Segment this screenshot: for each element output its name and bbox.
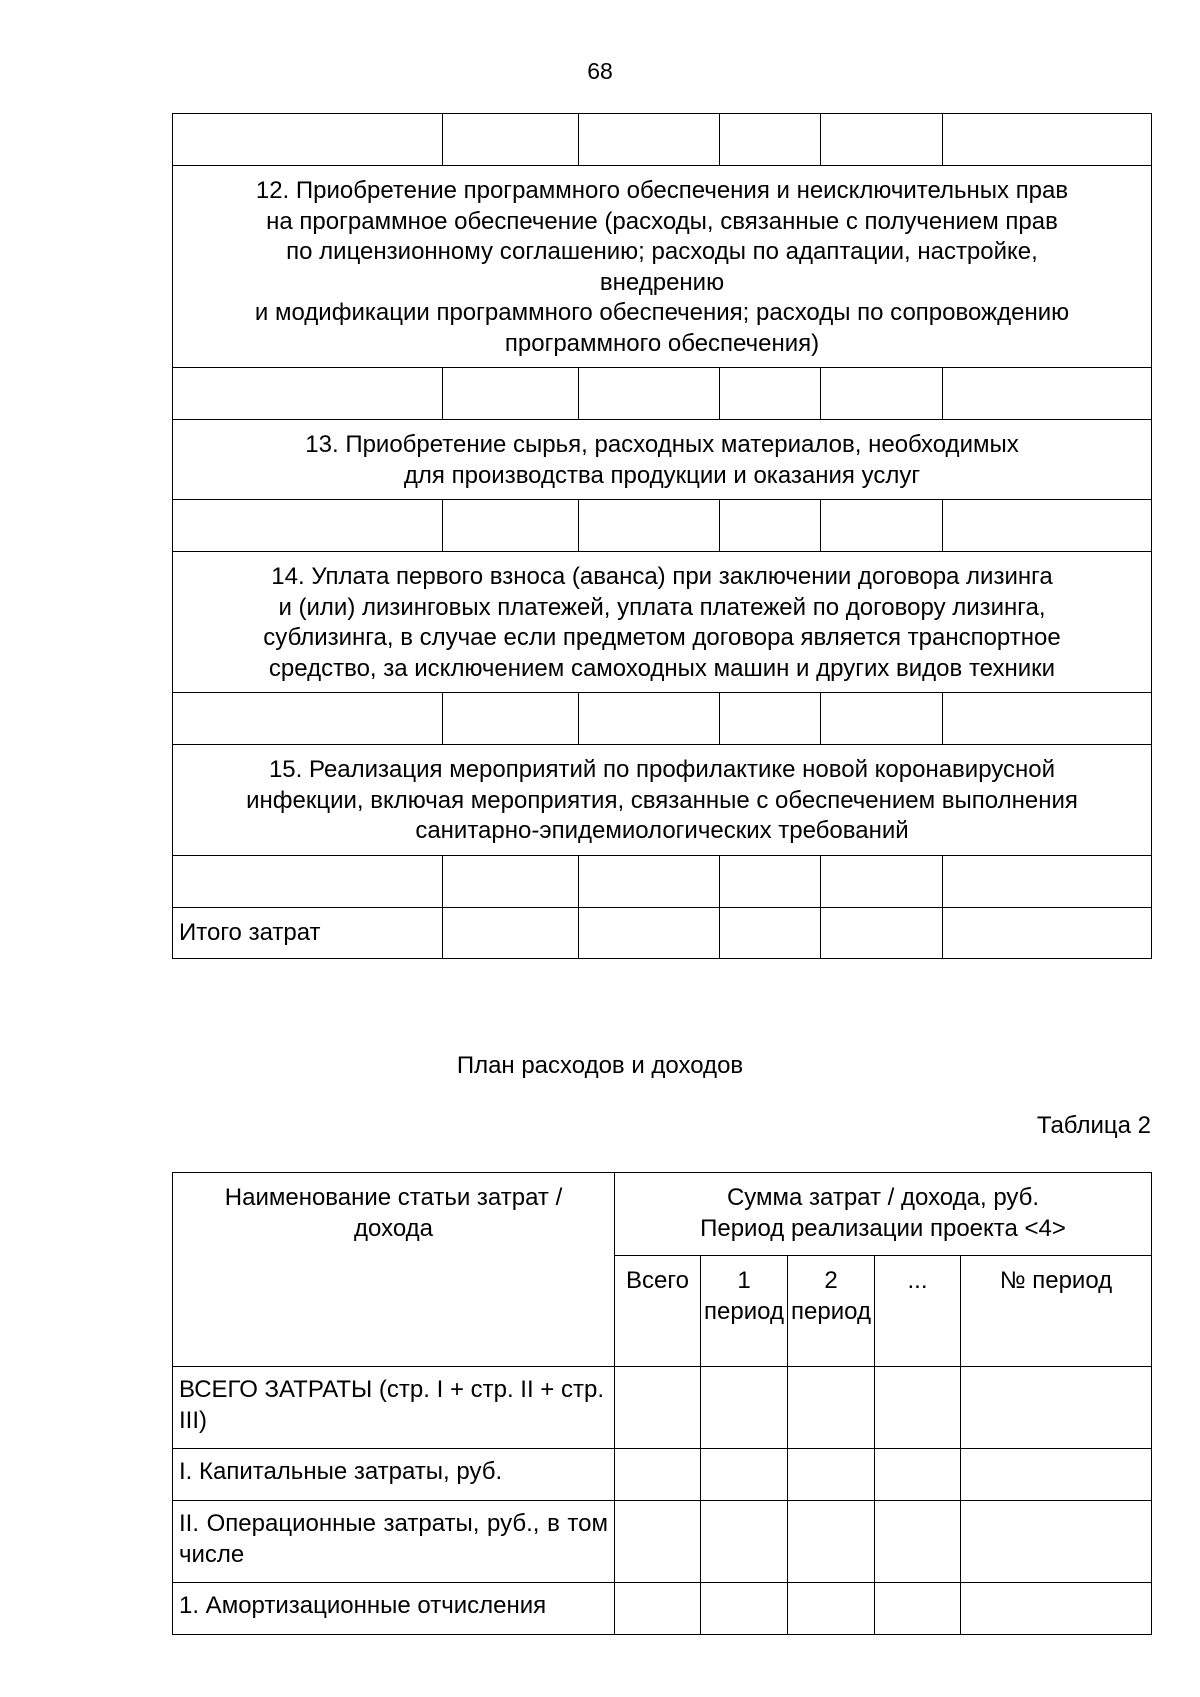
header-period-n: № период bbox=[961, 1256, 1152, 1367]
table-cell bbox=[701, 1501, 788, 1583]
plan-title: План расходов и доходов bbox=[456, 1052, 744, 1079]
header-period-1: 1 период bbox=[701, 1256, 788, 1367]
table-cell bbox=[720, 855, 821, 907]
table-cell bbox=[701, 1449, 788, 1501]
row-capital-costs: I. Капитальные затраты, руб. bbox=[173, 1449, 615, 1501]
table-cell bbox=[821, 855, 943, 907]
table-cell bbox=[701, 1583, 788, 1635]
table-row bbox=[173, 1367, 1152, 1449]
table-cell bbox=[173, 114, 443, 166]
table-cell bbox=[615, 1449, 701, 1501]
section-heading-13: 13. Приобретение сырья, расходных материалов, необходимых для производства продукции и оказания услуг bbox=[173, 420, 1152, 500]
table-row bbox=[173, 1583, 1152, 1635]
table-cell bbox=[173, 368, 443, 420]
table-cell bbox=[701, 1367, 788, 1449]
page-number: 68 bbox=[587, 58, 613, 84]
section-heading-15: 15. Реализация мероприятий по профилактике новой коронавирусной инфекции, включая мероприятия, связанные с обеспечением выполнения санитарно-эпидемиологических требований bbox=[173, 745, 1152, 856]
total-row bbox=[173, 907, 1152, 958]
row-operating-costs: II. Операционные затраты, руб., в том числе bbox=[173, 1501, 615, 1583]
table-cell bbox=[720, 500, 821, 552]
table-cell bbox=[961, 1449, 1152, 1501]
row-total-costs: ВСЕГО ЗАТРАТЫ (стр. I + стр. II + стр. III) bbox=[173, 1367, 615, 1449]
table-cell bbox=[821, 693, 943, 745]
table-cell bbox=[443, 693, 579, 745]
table-cell bbox=[821, 368, 943, 420]
table-cell bbox=[173, 500, 443, 552]
header-period-ellipsis: ... bbox=[875, 1256, 961, 1367]
table-cell bbox=[788, 1449, 875, 1501]
table-cell bbox=[615, 1583, 701, 1635]
table-cell bbox=[821, 500, 943, 552]
table-cell bbox=[443, 855, 579, 907]
table-cell bbox=[443, 907, 579, 958]
table-cell bbox=[615, 1501, 701, 1583]
cost-table-continued bbox=[172, 113, 1152, 959]
table-cell bbox=[720, 368, 821, 420]
table-cell bbox=[173, 693, 443, 745]
table-cell bbox=[943, 114, 1152, 166]
table-row bbox=[173, 368, 1152, 420]
table-cell bbox=[821, 114, 943, 166]
table-cell bbox=[961, 1501, 1152, 1583]
table-cell bbox=[443, 368, 579, 420]
table-cell bbox=[943, 500, 1152, 552]
table-cell bbox=[720, 114, 821, 166]
table-cell bbox=[579, 907, 720, 958]
income-expense-plan-table bbox=[172, 1172, 1152, 1635]
table-cell bbox=[579, 368, 720, 420]
table-cell bbox=[875, 1367, 961, 1449]
table-row bbox=[173, 114, 1152, 166]
header-item-name: Наименование статьи затрат / дохода bbox=[173, 1173, 615, 1367]
table-cell bbox=[443, 500, 579, 552]
table-row bbox=[173, 500, 1152, 552]
header-period-2: 2 период bbox=[788, 1256, 875, 1367]
table-cell bbox=[788, 1583, 875, 1635]
section-heading-12: 12. Приобретение программного обеспечения и неисключительных прав на программное обеспечение (расходы, связанные с получением прав по лицензионному соглашению; расходы по адаптации, настройке, внедрению и модификации программного обеспечения; расходы по сопровождению программного обеспечения) bbox=[173, 166, 1152, 368]
table-row bbox=[173, 855, 1152, 907]
table-cell bbox=[943, 693, 1152, 745]
table-label: Таблица 2 bbox=[1036, 1112, 1151, 1139]
table-cell bbox=[579, 855, 720, 907]
table-cell bbox=[961, 1367, 1152, 1449]
row-depreciation: 1. Амортизационные отчисления bbox=[173, 1583, 615, 1635]
table-row bbox=[173, 1449, 1152, 1501]
header-row bbox=[173, 1173, 1152, 1256]
table-cell bbox=[173, 855, 443, 907]
table-cell bbox=[961, 1583, 1152, 1635]
total-label: Итого затрат bbox=[173, 907, 443, 958]
table-cell bbox=[875, 1449, 961, 1501]
section-row bbox=[173, 552, 1152, 693]
table-cell bbox=[788, 1367, 875, 1449]
section-row bbox=[173, 420, 1152, 500]
table-cell bbox=[943, 368, 1152, 420]
header-sum bbox=[615, 1173, 1152, 1256]
table-cell bbox=[443, 114, 579, 166]
section-heading-14: 14. Уплата первого взноса (аванса) при заключении договора лизинга и (или) лизинговых платежей, уплата платежей по договору лизинга, сублизинга, в случае если предметом договора является транспортное средство, за исключением самоходных машин и других видов техники bbox=[173, 552, 1152, 693]
table-cell bbox=[875, 1501, 961, 1583]
header-total: Всего bbox=[615, 1256, 701, 1367]
table-cell bbox=[579, 500, 720, 552]
table-row bbox=[173, 693, 1152, 745]
table-cell bbox=[720, 907, 821, 958]
table-cell bbox=[579, 693, 720, 745]
table-cell bbox=[943, 907, 1152, 958]
table-cell bbox=[943, 855, 1152, 907]
section-row bbox=[173, 166, 1152, 368]
table-cell bbox=[875, 1583, 961, 1635]
header-sum-period: Период реализации проекта <4> bbox=[700, 1214, 1066, 1242]
table-cell bbox=[579, 114, 720, 166]
table-cell bbox=[788, 1501, 875, 1583]
section-row bbox=[173, 745, 1152, 856]
header-sum-title: Сумма затрат / дохода, руб. bbox=[726, 1184, 1040, 1211]
table-cell bbox=[615, 1367, 701, 1449]
table-row bbox=[173, 1501, 1152, 1583]
table-cell bbox=[720, 693, 821, 745]
table-cell bbox=[821, 907, 943, 958]
